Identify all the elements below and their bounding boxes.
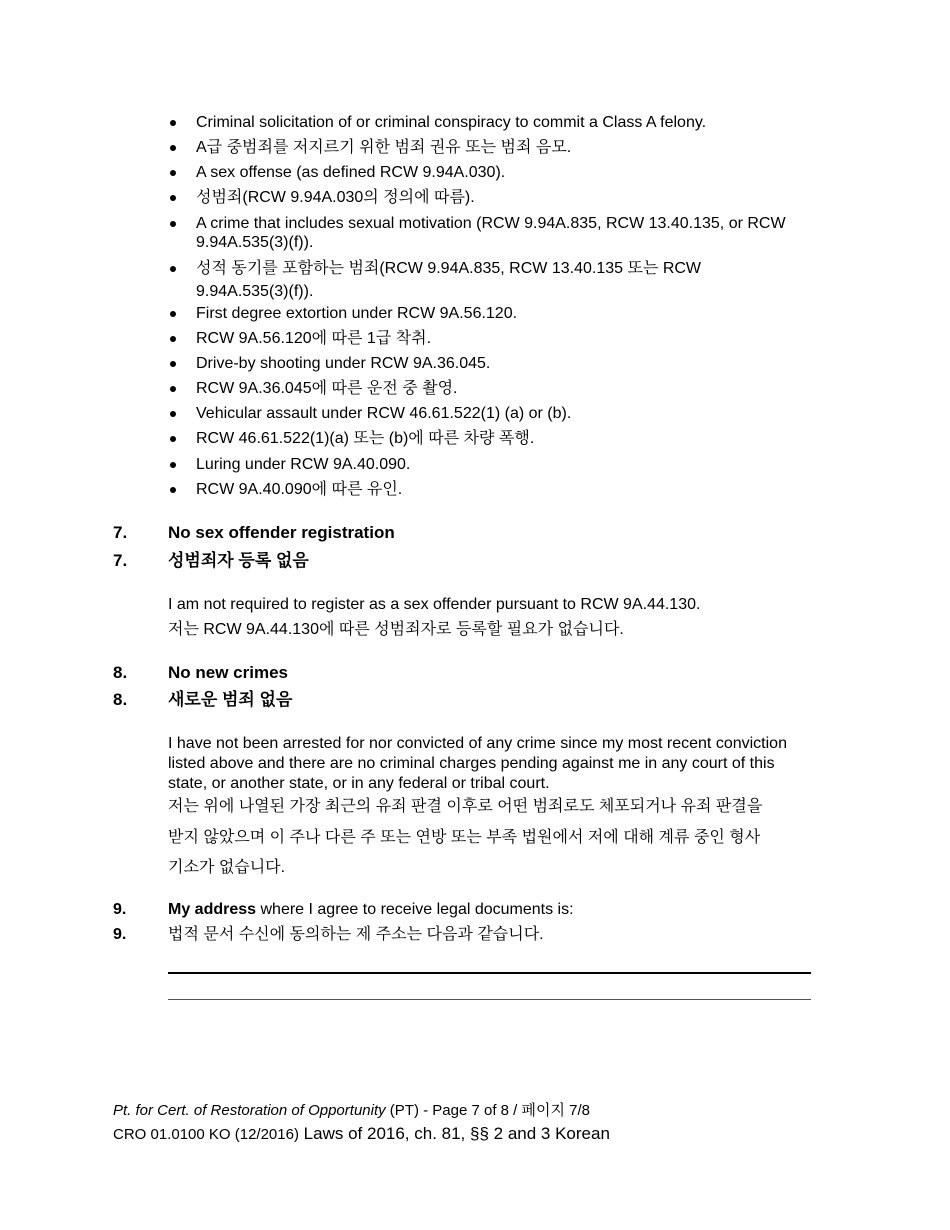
section-8-text-ko-line: 받지 않았으며 이 주나 다른 주 또는 연방 또는 부족 법원에서 저에 대해 계류 중인 형사 <box>168 829 761 846</box>
list-item-text: 9.94A.535(3)(f)). <box>196 234 314 251</box>
section-7-text: I am not required to register as a sex offender pursuant to RCW 9A.44.130. <box>168 596 701 613</box>
footer-title <box>113 1101 590 1120</box>
bullet-icon <box>170 120 178 128</box>
section-9-text <box>168 900 574 919</box>
address-line-2[interactable] <box>168 999 811 1000</box>
list-item-text: First degree extortion under RCW 9A.56.120. <box>196 305 518 322</box>
list-item-text: RCW 46.61.522(1)(a) 또는 (b)에 따른 차량 폭행. <box>196 430 535 447</box>
bullet-icon <box>170 195 178 203</box>
footer-page: (PT) - Page 7 of 8 / 페이지 7/8 <box>385 1102 591 1119</box>
section-8-text-ko-line: 기소가 없습니다. <box>168 859 286 876</box>
bullet-icon <box>170 411 178 419</box>
section-8-title: No new crimes <box>168 663 288 682</box>
list-item-text: A급 중범죄를 저지르기 위한 범죄 권유 또는 범죄 음모. <box>196 139 572 156</box>
footer-form-id: CRO 01.0100 KO (12/2016) <box>113 1126 299 1143</box>
list-item-text: RCW 9A.40.090에 따른 유인. <box>196 481 403 498</box>
list-item-text: 성범죄(RCW 9.94A.030의 정의에 따름). <box>196 189 475 206</box>
section-9-text-ko: 법적 문서 수신에 동의하는 제 주소는 다음과 같습니다. <box>168 926 544 943</box>
section-8-text-line: listed above and there are no criminal charges pending against me in any court of this <box>168 755 775 772</box>
bullet-icon <box>170 266 178 274</box>
list-item-text: 성적 동기를 포함하는 범죄(RCW 9.94A.835, RCW 13.40.135 또는 RCW <box>196 260 702 277</box>
list-item-text: A crime that includes sexual motivation (RCW 9.94A.835, RCW 13.40.135, or RCW <box>196 215 786 232</box>
section-9-number: 9. <box>113 901 127 918</box>
list-item-text: RCW 9A.36.045에 따른 운전 중 촬영. <box>196 380 458 397</box>
bullet-icon <box>170 436 178 444</box>
section-7-number: 7. <box>113 523 128 542</box>
footer-form <box>113 1124 610 1144</box>
section-8-number-ko: 8. <box>113 690 128 709</box>
bullet-icon <box>170 487 178 495</box>
bullet-icon <box>170 170 178 178</box>
section-7-title: No sex offender registration <box>168 523 395 542</box>
bullet-icon <box>170 462 178 470</box>
bullet-icon <box>170 386 178 394</box>
section-8-number: 8. <box>113 663 128 682</box>
list-item-text: Drive-by shooting under RCW 9A.36.045. <box>196 355 491 372</box>
section-8-text-line: state, or another state, or in any federal or tribal court. <box>168 775 550 792</box>
section-7-number-ko: 7. <box>113 551 128 570</box>
list-item-text: Luring under RCW 9A.40.090. <box>196 456 411 473</box>
section-9-number-ko: 9. <box>113 926 127 943</box>
list-item-text: Vehicular assault under RCW 46.61.522(1) (a) or (b). <box>196 405 572 422</box>
address-line-1[interactable] <box>168 972 811 974</box>
section-8-title-ko: 새로운 범죄 없음 <box>168 690 293 709</box>
list-item-text: RCW 9A.56.120에 따른 1급 착취. <box>196 330 432 347</box>
section-7-title-ko: 성범죄자 등록 없음 <box>168 551 309 570</box>
section-7-text-ko: 저는 RCW 9A.44.130에 따른 성범죄자로 등록할 필요가 없습니다. <box>168 621 624 638</box>
bullet-icon <box>170 311 178 319</box>
footer-laws: Laws of 2016, ch. 81, §§ 2 and 3 Korean <box>298 1124 610 1143</box>
section-9-rest: where I agree to receive legal documents is: <box>256 901 574 918</box>
bullet-icon <box>170 221 178 229</box>
section-9-bold: My address <box>168 901 257 918</box>
list-item-text: 9.94A.535(3)(f)). <box>196 283 314 300</box>
bullet-icon <box>170 336 178 344</box>
footer-title-italic: Pt. for Cert. of Restoration of Opportunity <box>113 1102 386 1119</box>
bullet-icon <box>170 145 178 153</box>
list-item-text: Criminal solicitation of or criminal conspiracy to commit a Class A felony. <box>196 114 707 131</box>
section-8-text-ko-line: 저는 위에 나열된 가장 최근의 유죄 판결 이후로 어떤 범죄로도 체포되거나 유죄 판결을 <box>168 798 763 815</box>
section-8-text-line: I have not been arrested for nor convicted of any crime since my most recent conviction <box>168 735 787 752</box>
bullet-icon <box>170 361 178 369</box>
list-item-text: A sex offense (as defined RCW 9.94A.030). <box>196 164 506 181</box>
